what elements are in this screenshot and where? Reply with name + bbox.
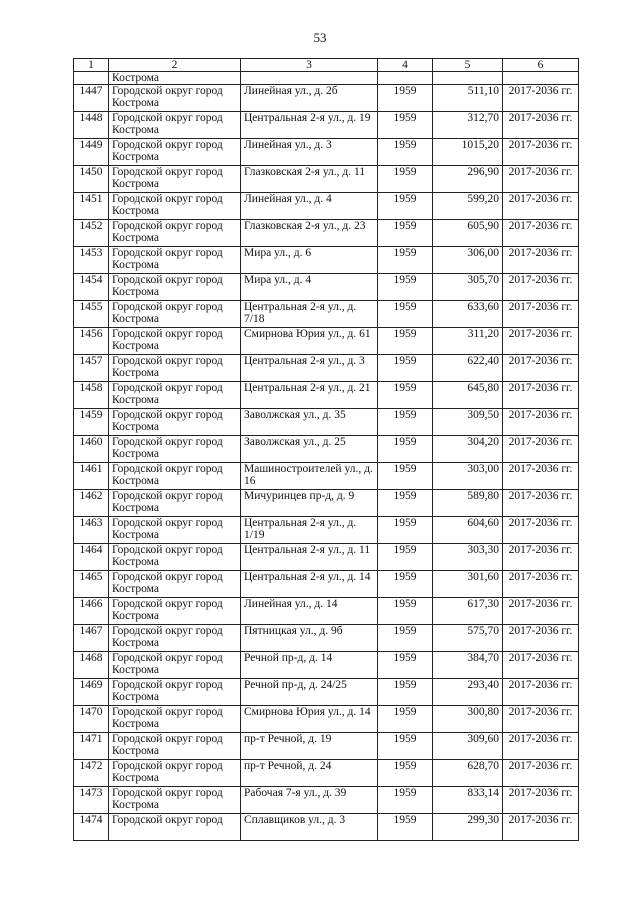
cell-area: 301,60 <box>433 571 503 598</box>
cell-year: 1959 <box>378 112 433 139</box>
column-header: 6 <box>503 59 579 72</box>
cell-year: 1959 <box>378 625 433 652</box>
table-row <box>74 490 579 517</box>
cell-number: 1449 <box>74 139 109 166</box>
cell-year: 1959 <box>378 490 433 517</box>
cell-address: Смирнова Юрия ул., д. 14 <box>241 706 378 733</box>
cell-number: 1474 <box>74 814 109 841</box>
cell-period: 2017-2036 гг. <box>503 733 579 760</box>
cell-number: 1460 <box>74 436 109 463</box>
table-row <box>74 436 579 463</box>
cell-area: 604,60 <box>433 517 503 544</box>
cell-year: 1959 <box>378 355 433 382</box>
continued-row <box>74 72 579 85</box>
cell-number: 1467 <box>74 625 109 652</box>
cell-area: 575,70 <box>433 625 503 652</box>
cell-district: Городской округ город Кострома <box>109 733 241 760</box>
cell-period: 2017-2036 гг. <box>503 247 579 274</box>
cell-district: Городской округ город Кострома <box>109 760 241 787</box>
table-row <box>74 733 579 760</box>
cell-year: 1959 <box>378 193 433 220</box>
cell-year: 1959 <box>378 787 433 814</box>
cell-number: 1454 <box>74 274 109 301</box>
cell-address: Пятницкая ул., д. 9б <box>241 625 378 652</box>
cell-area: 617,30 <box>433 598 503 625</box>
cell-period: 2017-2036 гг. <box>503 463 579 490</box>
table-row <box>74 166 579 193</box>
cell-period: 2017-2036 гг. <box>503 328 579 355</box>
cell-area: 589,80 <box>433 490 503 517</box>
cell-district: Городской округ город Кострома <box>109 355 241 382</box>
column-header: 3 <box>241 59 378 72</box>
table-row <box>74 679 579 706</box>
cell-period: 2017-2036 гг. <box>503 382 579 409</box>
cell-address: Сплавщиков ул., д. 3 <box>241 814 378 841</box>
cell-address: Центральная 2-я ул., д. 7/18 <box>241 301 378 328</box>
cell-year: 1959 <box>378 409 433 436</box>
table-row <box>74 139 579 166</box>
table-row <box>74 409 579 436</box>
table-row <box>74 85 579 112</box>
cell-number: 1465 <box>74 571 109 598</box>
cell-period: 2017-2036 гг. <box>503 814 579 841</box>
cell-period: 2017-2036 гг. <box>503 220 579 247</box>
cell-address: Глазковская 2-я ул., д. 11 <box>241 166 378 193</box>
cell-district: Городской округ город Кострома <box>109 598 241 625</box>
cell-address: Линейная ул., д. 3 <box>241 139 378 166</box>
cell-period: 2017-2036 гг. <box>503 166 579 193</box>
cell-district: Городской округ город Кострома <box>109 571 241 598</box>
cell-area: 293,40 <box>433 679 503 706</box>
cell-address: Центральная 2-я ул., д. 11 <box>241 544 378 571</box>
cell-period: 2017-2036 гг. <box>503 436 579 463</box>
cell-area <box>433 72 503 85</box>
cell-period <box>503 72 579 85</box>
cell-period: 2017-2036 гг. <box>503 544 579 571</box>
cell-address: Смирнова Юрия ул., д. 61 <box>241 328 378 355</box>
cell-address: Линейная ул., д. 4 <box>241 193 378 220</box>
cell-district: Городской округ город Кострома <box>109 409 241 436</box>
cell-district: Городской округ город Кострома <box>109 274 241 301</box>
cell-district: Городской округ город Кострома <box>109 247 241 274</box>
cell-number: 1455 <box>74 301 109 328</box>
table-row <box>74 220 579 247</box>
cell-district: Городской округ город Кострома <box>109 301 241 328</box>
cell-period: 2017-2036 гг. <box>503 760 579 787</box>
cell-year: 1959 <box>378 274 433 301</box>
cell-address: Центральная 2-я ул., д. 1/19 <box>241 517 378 544</box>
cell-area: 628,70 <box>433 760 503 787</box>
cell-year: 1959 <box>378 301 433 328</box>
cell-period: 2017-2036 гг. <box>503 112 579 139</box>
cell-address: Заволжская ул., д. 35 <box>241 409 378 436</box>
column-header: 2 <box>109 59 241 72</box>
table-row <box>74 328 579 355</box>
cell-area: 311,20 <box>433 328 503 355</box>
cell-year: 1959 <box>378 733 433 760</box>
table-row <box>74 193 579 220</box>
cell-district: Городской округ город Кострома <box>109 85 241 112</box>
cell-area: 303,30 <box>433 544 503 571</box>
cell-district: Городской округ город Кострома <box>109 112 241 139</box>
cell-area: 511,10 <box>433 85 503 112</box>
cell-area: 384,70 <box>433 652 503 679</box>
cell-district: Городской округ город Кострома <box>109 220 241 247</box>
cell-area: 633,60 <box>433 301 503 328</box>
cell-district: Городской округ город Кострома <box>109 490 241 517</box>
cell-district: Городской округ город Кострома <box>109 517 241 544</box>
cell-year: 1959 <box>378 814 433 841</box>
cell-district: Городской округ город Кострома <box>109 328 241 355</box>
cell-address: Мира ул., д. 6 <box>241 247 378 274</box>
cell-district: Городской округ город Кострома <box>109 193 241 220</box>
cell-area: 599,20 <box>433 193 503 220</box>
cell-number: 1453 <box>74 247 109 274</box>
cell-area: 304,20 <box>433 436 503 463</box>
cell-period: 2017-2036 гг. <box>503 490 579 517</box>
cell-area: 303,00 <box>433 463 503 490</box>
cell-district: Городской округ город Кострома <box>109 706 241 733</box>
cell-number: 1470 <box>74 706 109 733</box>
cell-area: 1015,20 <box>433 139 503 166</box>
table-row <box>74 814 579 841</box>
cell-area: 605,90 <box>433 220 503 247</box>
cell-district: Городской округ город Кострома <box>109 139 241 166</box>
cell-year: 1959 <box>378 760 433 787</box>
cell-year: 1959 <box>378 247 433 274</box>
cell-period: 2017-2036 гг. <box>503 706 579 733</box>
cell-period: 2017-2036 гг. <box>503 139 579 166</box>
table-row <box>74 544 579 571</box>
cell-district: Городской округ город Кострома <box>109 436 241 463</box>
cell-year: 1959 <box>378 166 433 193</box>
cell-number: 1458 <box>74 382 109 409</box>
cell-area: 309,50 <box>433 409 503 436</box>
cell-year: 1959 <box>378 463 433 490</box>
cell-period: 2017-2036 гг. <box>503 679 579 706</box>
cell-address: Речной пр-д, д. 14 <box>241 652 378 679</box>
cell-number: 1464 <box>74 544 109 571</box>
cell-period: 2017-2036 гг. <box>503 355 579 382</box>
column-header: 1 <box>74 59 109 72</box>
table-row <box>74 112 579 139</box>
cell-year: 1959 <box>378 706 433 733</box>
cell-year: 1959 <box>378 598 433 625</box>
table-row <box>74 652 579 679</box>
cell-address: пр-т Речной, д. 24 <box>241 760 378 787</box>
cell-district: Городской округ город Кострома <box>109 544 241 571</box>
cell-year: 1959 <box>378 220 433 247</box>
cell-district: Кострома <box>109 72 241 85</box>
cell-address: Машиностроителей ул., д. 16 <box>241 463 378 490</box>
cell-year: 1959 <box>378 571 433 598</box>
cell-district: Городской округ город Кострома <box>109 166 241 193</box>
table-row <box>74 274 579 301</box>
cell-number: 1462 <box>74 490 109 517</box>
cell-period: 2017-2036 гг. <box>503 517 579 544</box>
cell-number: 1461 <box>74 463 109 490</box>
cell-number: 1457 <box>74 355 109 382</box>
cell-address: Глазковская 2-я ул., д. 23 <box>241 220 378 247</box>
table-row <box>74 247 579 274</box>
cell-number: 1468 <box>74 652 109 679</box>
cell-area: 645,80 <box>433 382 503 409</box>
cell-period: 2017-2036 гг. <box>503 85 579 112</box>
cell-year: 1959 <box>378 382 433 409</box>
cell-district: Городской округ город <box>109 814 241 841</box>
cell-year: 1959 <box>378 544 433 571</box>
cell-address: Центральная 2-я ул., д. 3 <box>241 355 378 382</box>
cell-address: Линейная ул., д. 14 <box>241 598 378 625</box>
cell-address: Рабочая 7-я ул., д. 39 <box>241 787 378 814</box>
cell-period: 2017-2036 гг. <box>503 409 579 436</box>
cell-area: 305,70 <box>433 274 503 301</box>
cell-year: 1959 <box>378 679 433 706</box>
cell-district: Городской округ город Кострома <box>109 382 241 409</box>
cell-year: 1959 <box>378 85 433 112</box>
cell-year: 1959 <box>378 652 433 679</box>
cell-number: 1456 <box>74 328 109 355</box>
cell-address: Центральная 2-я ул., д. 19 <box>241 112 378 139</box>
cell-year: 1959 <box>378 436 433 463</box>
cell-number: 1452 <box>74 220 109 247</box>
cell-district: Городской округ город Кострома <box>109 463 241 490</box>
cell-number: 1451 <box>74 193 109 220</box>
cell-district: Городской округ город Кострома <box>109 679 241 706</box>
cell-address: Заволжская ул., д. 25 <box>241 436 378 463</box>
housing-registry-table <box>73 58 579 841</box>
cell-address <box>241 72 378 85</box>
cell-period: 2017-2036 гг. <box>503 598 579 625</box>
table-row <box>74 787 579 814</box>
cell-address: Центральная 2-я ул., д. 14 <box>241 571 378 598</box>
table-row <box>74 706 579 733</box>
cell-year: 1959 <box>378 328 433 355</box>
cell-number: 1448 <box>74 112 109 139</box>
cell-period: 2017-2036 гг. <box>503 625 579 652</box>
cell-address: пр-т Речной, д. 19 <box>241 733 378 760</box>
cell-number: 1472 <box>74 760 109 787</box>
cell-number: 1447 <box>74 85 109 112</box>
cell-address: Мира ул., д. 4 <box>241 274 378 301</box>
table-row <box>74 463 579 490</box>
cell-period: 2017-2036 гг. <box>503 274 579 301</box>
cell-area: 296,90 <box>433 166 503 193</box>
table-row <box>74 598 579 625</box>
cell-number <box>74 72 109 85</box>
cell-address: Мичуринцев пр-д, д. 9 <box>241 490 378 517</box>
cell-year: 1959 <box>378 517 433 544</box>
cell-district: Городской округ город Кострома <box>109 652 241 679</box>
cell-period: 2017-2036 гг. <box>503 571 579 598</box>
cell-area: 306,00 <box>433 247 503 274</box>
cell-number: 1450 <box>74 166 109 193</box>
cell-period: 2017-2036 гг. <box>503 787 579 814</box>
cell-number: 1466 <box>74 598 109 625</box>
table-row <box>74 571 579 598</box>
table-row <box>74 382 579 409</box>
page-number: 53 <box>313 30 327 45</box>
column-number-row <box>74 59 579 72</box>
cell-area: 299,30 <box>433 814 503 841</box>
table-row <box>74 355 579 382</box>
cell-area: 833,14 <box>433 787 503 814</box>
cell-district: Городской округ город Кострома <box>109 625 241 652</box>
cell-address: Центральная 2-я ул., д. 21 <box>241 382 378 409</box>
cell-district: Городской округ город Кострома <box>109 787 241 814</box>
cell-period: 2017-2036 гг. <box>503 652 579 679</box>
table-row <box>74 517 579 544</box>
cell-number: 1473 <box>74 787 109 814</box>
cell-number: 1459 <box>74 409 109 436</box>
cell-address: Речной пр-д, д. 24/25 <box>241 679 378 706</box>
table-row <box>74 301 579 328</box>
table-row <box>74 625 579 652</box>
column-header: 5 <box>433 59 503 72</box>
cell-year <box>378 72 433 85</box>
cell-number: 1471 <box>74 733 109 760</box>
cell-year: 1959 <box>378 139 433 166</box>
table-row <box>74 760 579 787</box>
cell-area: 309,60 <box>433 733 503 760</box>
cell-period: 2017-2036 гг. <box>503 301 579 328</box>
cell-number: 1463 <box>74 517 109 544</box>
cell-area: 300,80 <box>433 706 503 733</box>
cell-address: Линейная ул., д. 2б <box>241 85 378 112</box>
cell-period: 2017-2036 гг. <box>503 193 579 220</box>
cell-number: 1469 <box>74 679 109 706</box>
cell-area: 312,70 <box>433 112 503 139</box>
column-header: 4 <box>378 59 433 72</box>
cell-area: 622,40 <box>433 355 503 382</box>
